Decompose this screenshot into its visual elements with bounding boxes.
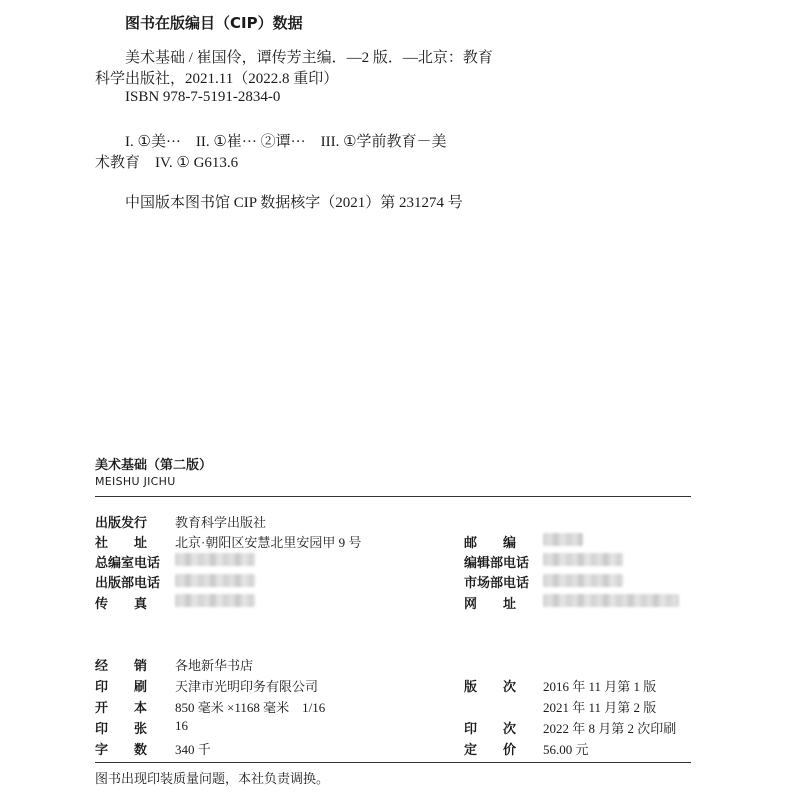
impression-value: 2022 年 8 月第 2 次印刷 bbox=[543, 721, 677, 736]
redacted-postcode bbox=[543, 533, 583, 546]
format-label: 开 本 bbox=[95, 701, 148, 716]
sheets-label: 印 张 bbox=[95, 722, 148, 737]
bottom-divider bbox=[95, 762, 691, 763]
printer-value: 天津市光明印务有限公司 bbox=[175, 679, 319, 694]
fax-label: 传 真 bbox=[95, 597, 148, 612]
editorial-phone-label: 编辑部电话 bbox=[464, 556, 530, 571]
format-value: 850 毫米 ×1168 毫米 1/16 bbox=[175, 700, 326, 715]
cip-verification-number: 中国版本图书馆 CIP 数据核字（2021）第 231274 号 bbox=[125, 195, 463, 211]
edition-value-1: 2016 年 11 月第 1 版 bbox=[543, 679, 657, 694]
chief-office-phone-label: 总编室电话 bbox=[95, 556, 161, 571]
publishing-dept-phone-label: 出版部电话 bbox=[95, 576, 161, 591]
cip-classification-line-2: 术教育 IV. ① G613.6 bbox=[95, 155, 239, 171]
cip-isbn: ISBN 978-7-5191-2834-0 bbox=[125, 89, 281, 105]
word-count-label: 字 数 bbox=[95, 743, 148, 758]
cip-bibliographic-line-2: 科学出版社，2021.11（2022.8 重印） bbox=[95, 71, 339, 87]
printer-label: 印 刷 bbox=[95, 680, 148, 695]
redacted-publishing-dept-phone bbox=[175, 574, 255, 587]
address-label: 社 址 bbox=[95, 536, 148, 551]
distributor-label: 经 销 bbox=[95, 659, 148, 674]
redacted-fax bbox=[175, 594, 255, 607]
cip-heading: 图书在版编目（CIP）数据 bbox=[125, 14, 303, 32]
top-divider bbox=[95, 496, 691, 497]
postcode-label: 邮 编 bbox=[464, 536, 517, 551]
website-label: 网 址 bbox=[464, 597, 517, 612]
book-title: 美术基础（第二版） bbox=[95, 458, 213, 473]
sheets-value: 16 bbox=[175, 718, 188, 733]
distributor-value: 各地新华书店 bbox=[175, 658, 254, 673]
impression-label: 印 次 bbox=[464, 722, 517, 737]
cip-bibliographic-line-1: 美术基础 / 崔国伶，谭传芳主编．—2 版．—北京：教育 bbox=[125, 50, 493, 66]
publisher-value: 教育科学出版社 bbox=[175, 515, 267, 530]
cip-classification-line-1: I. ①美··· II. ①崔··· ②谭··· III. ①学前教育－美 bbox=[125, 134, 447, 150]
price-label: 定 价 bbox=[464, 743, 517, 758]
publisher-label: 出版发行 bbox=[95, 516, 148, 531]
redacted-marketing-phone bbox=[543, 574, 623, 587]
redacted-editorial-phone bbox=[543, 553, 623, 566]
address-value: 北京·朝阳区安慧北里安园甲 9 号 bbox=[175, 535, 362, 550]
edition-value-2: 2021 年 11 月第 2 版 bbox=[543, 700, 657, 715]
book-title-pinyin: MEISHU JICHU bbox=[95, 475, 176, 488]
redacted-chief-office-phone bbox=[175, 553, 255, 566]
edition-label: 版 次 bbox=[464, 680, 517, 695]
marketing-phone-label: 市场部电话 bbox=[464, 576, 530, 591]
redacted-website bbox=[543, 594, 679, 607]
quality-notice: 图书出现印装质量问题，本社负责调换。 bbox=[95, 771, 330, 786]
price-value: 56.00 元 bbox=[543, 742, 589, 757]
word-count-value: 340 千 bbox=[175, 742, 211, 757]
